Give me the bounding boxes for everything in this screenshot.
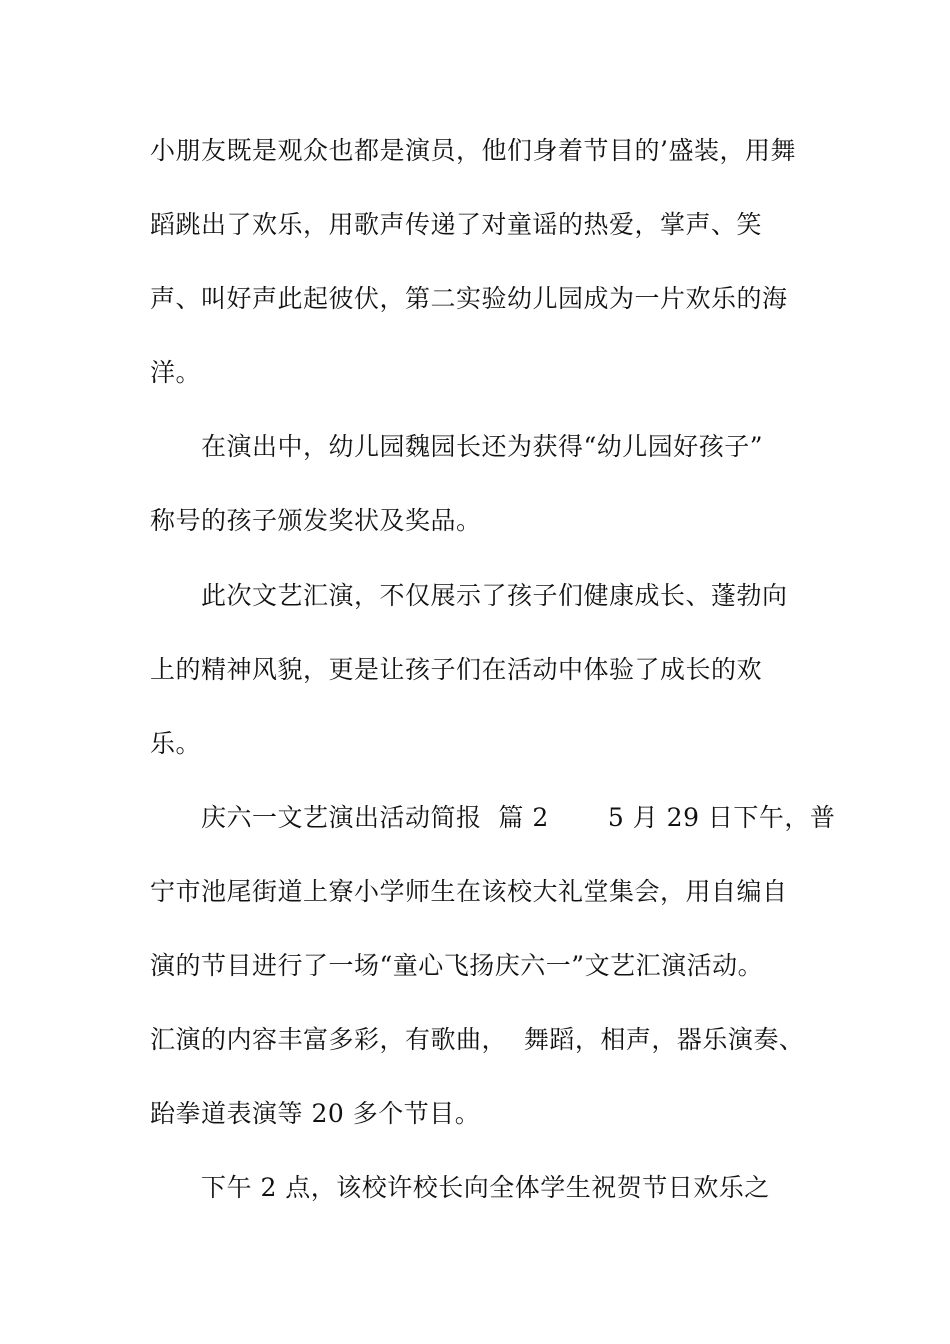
text-line: 此次文艺汇演，不仅展示了孩子们健康成长、蓬勃向 (201, 581, 788, 610)
text-line: 称号的孩子颁发奖状及奖品。 (150, 506, 482, 535)
text-line: 宁市池尾街道上寮小学师生在该校大礼堂集会，用自编自 (150, 877, 788, 906)
text-line: 上的精神风貌，更是让孩子们在活动中体验了成长的欢 (150, 655, 763, 684)
text-line: 演的节目进行了一场“童心飞扬庆六一”文艺汇演活动。 (150, 951, 764, 980)
text-line: 乐。 (150, 729, 202, 758)
text-line: 汇演的内容丰富多彩，有歌曲， 舞蹈，相声，器乐演奏、 (150, 1025, 805, 1054)
text-line: 蹈跳出了欢乐，用歌声传递了对童谣的热爱，掌声、笑 (150, 210, 763, 239)
text-line: 在演出中，幼儿园魏园长还为获得“幼儿园好孩子” (201, 432, 764, 461)
text-line: 声、叫好声此起彼伏，第二实验幼儿园成为一片欢乐的海 (150, 284, 788, 313)
text-line: 下午 2 点，该校许校长向全体学生祝贺节日欢乐之 (201, 1173, 770, 1202)
text-line: 小朋友既是观众也都是演员，他们身着节目的’盛装，用舞 (150, 136, 796, 165)
text-line: 庆六一文艺演出活动简报 篇 2 5 月 29 日下午，普 (201, 803, 836, 832)
text-line: 洋。 (150, 358, 202, 387)
text-line: 跆拳道表演等 20 多个节目。 (150, 1099, 481, 1128)
